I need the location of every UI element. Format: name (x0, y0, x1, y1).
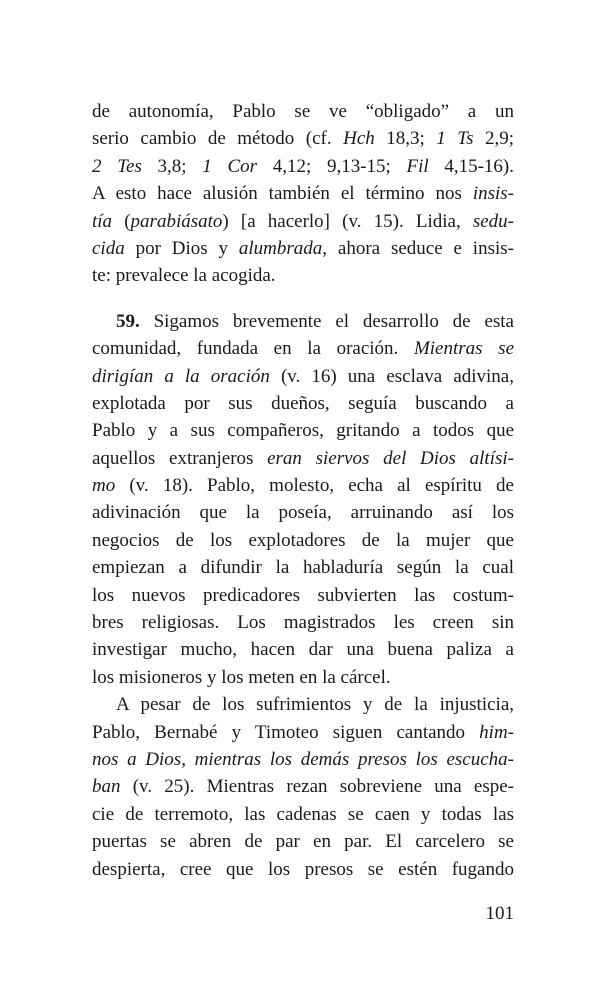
text-span: A pesar de los sufrimientos y de la injusticia, (116, 694, 514, 716)
text-span: Sigamos brevemente el desarrollo de esta (139, 310, 514, 332)
italic-span: ban (92, 776, 121, 798)
text-span: Pablo y a sus compañeros, gritando a todos que (92, 420, 514, 442)
italic-span: 2 Tes (92, 155, 142, 177)
text-line (92, 582, 514, 609)
paragraph-3 (92, 691, 514, 883)
text-span: serio cambio de método (cf. (92, 128, 344, 150)
text-span: explotada por sus dueños, seguía buscando a (92, 392, 514, 414)
text-line (92, 828, 514, 855)
italic-span: 1 Ts (436, 128, 474, 150)
italic-span: him- (479, 721, 514, 743)
italic-span: 1 Cor (202, 155, 258, 177)
text-span: A esto hace alusión también el término nos (92, 183, 473, 205)
text-span: (v. 25). Mientras rezan sobreviene una espe- (120, 776, 514, 798)
italic-span: nos a Dios, mientras los demás presos los escucha- (92, 748, 514, 770)
text-span: bres religiosas. Los magistrados les creen sin (92, 612, 514, 634)
text-line (92, 363, 514, 390)
text-span: empiezan a difundir la habladuría según la cual (92, 557, 514, 579)
italic-span: parabiásato (130, 210, 223, 232)
text-span: Pablo, Bernabé y Timoteo siguen cantando (92, 721, 480, 743)
text-line (92, 664, 514, 691)
section-number: 59. (116, 310, 140, 332)
text-span: ( (112, 210, 131, 232)
italic-span: Fil (406, 155, 429, 177)
paragraph-2-section-59 (92, 308, 514, 691)
text-span: comunidad, fundada en la oración. (92, 338, 414, 360)
text-line (92, 746, 514, 773)
text-line (92, 773, 514, 800)
text-span: los misioneros y los meten en la cárcel. (92, 666, 391, 688)
text-line (92, 554, 514, 581)
text-line (92, 609, 514, 636)
text-span: te: prevalece la acogida. (92, 265, 276, 287)
text-span: 4,12; 9,13-15; (257, 155, 407, 177)
italic-span: tía (92, 210, 113, 232)
text-line (92, 719, 514, 746)
text-span: 4,15-16). (428, 155, 514, 177)
page-number: 101 (485, 903, 514, 924)
text-line (92, 390, 514, 417)
text-line (92, 98, 514, 125)
text-span: por Dios y (124, 237, 239, 259)
page-body (92, 98, 514, 883)
text-line (92, 417, 514, 444)
italic-span: Mientras se (413, 338, 515, 360)
text-span: los nuevos predicadores subvierten las costum- (92, 584, 514, 606)
text-line (92, 472, 514, 499)
italic-span: alumbrada (238, 237, 323, 259)
text-span: (v. 18). Pablo, molesto, echa al espíritu de (115, 475, 514, 497)
italic-span: cida (92, 237, 125, 259)
text-span: despierta, cree que los presos se estén fugando (92, 858, 514, 880)
text-line (92, 691, 514, 718)
text-span: 18,3; (374, 128, 437, 150)
text-span: puertas se abren de par en par. El carcelero se (92, 831, 514, 853)
italic-span: mo (92, 475, 116, 497)
text-line (92, 180, 514, 207)
text-span: aquellos extranjeros (92, 447, 268, 469)
text-span: cie de terremoto, las cadenas se caen y todas las (92, 803, 514, 825)
text-span: (v. 16) una esclava adivina, (269, 365, 514, 387)
text-line (92, 308, 514, 335)
text-span: negocios de los explotadores de la mujer que (92, 529, 514, 551)
text-line (92, 445, 514, 472)
italic-span: Hch (343, 128, 375, 150)
italic-span: sedu- (472, 210, 515, 232)
text-span: ) [a hacerlo] (v. 15). Lidia, (222, 210, 473, 232)
text-span: 3,8; (141, 155, 203, 177)
text-line (92, 335, 514, 362)
text-span: investigar mucho, hacen dar una buena paliza a (92, 639, 514, 661)
text-line (92, 636, 514, 663)
text-line (92, 262, 514, 289)
text-line (92, 856, 514, 883)
text-line (92, 801, 514, 828)
text-line (92, 153, 514, 180)
paragraph-gap (92, 290, 514, 308)
italic-span: dirigían a la oración (92, 365, 270, 387)
text-line (92, 208, 514, 235)
text-span: 2,9; (473, 128, 515, 150)
text-line (92, 527, 514, 554)
text-span: , ahora seduce e insis- (322, 237, 514, 259)
italic-span: eran siervos del Dios altísi- (267, 447, 514, 469)
italic-span: insis- (472, 183, 514, 205)
text-span: adivinación que la poseía, arruinando así los (92, 502, 514, 524)
paragraph-1 (92, 98, 514, 290)
text-line (92, 125, 514, 152)
text-line (92, 499, 514, 526)
text-line (92, 235, 514, 262)
text-span: de autonomía, Pablo se ve “obligado” a un (92, 101, 514, 122)
